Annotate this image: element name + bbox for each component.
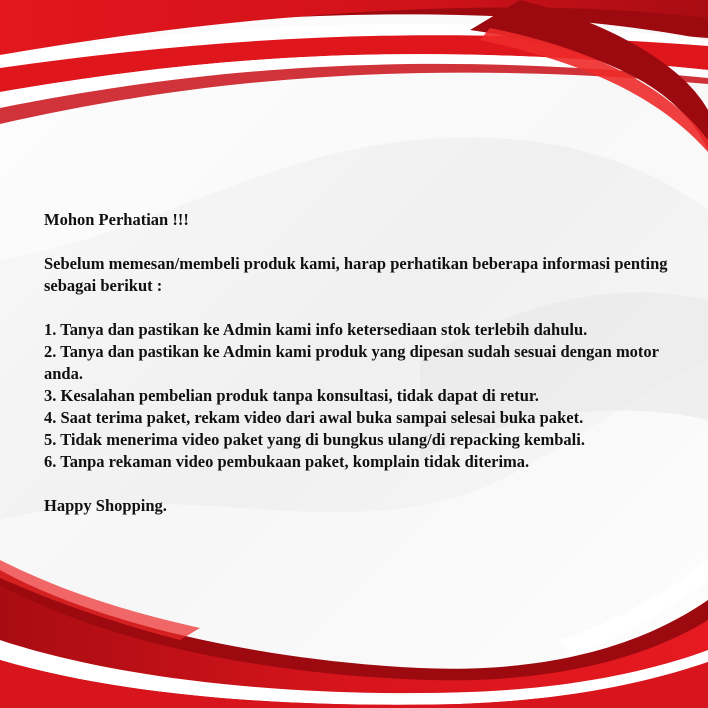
notice-title: Mohon Perhatian !!! xyxy=(44,210,189,229)
notice-closing: Happy Shopping. xyxy=(44,496,167,515)
rule-item: 4. Saat terima paket, rekam video dari awal buka sampai selesai buka paket. xyxy=(44,408,584,427)
rule-item: 6. Tanpa rekaman video pembukaan paket, komplain tidak diterima. xyxy=(44,452,530,471)
spacer xyxy=(44,231,684,253)
spacer xyxy=(44,473,684,495)
spacer xyxy=(44,297,684,319)
rule-item: 3. Kesalahan pembelian produk tanpa konsultasi, tidak dapat di retur. xyxy=(44,386,539,405)
rule-item: 1. Tanya dan pastikan ke Admin kami info ketersediaan stok terlebih dahulu. xyxy=(44,320,588,339)
notice-intro: Sebelum memesan/membeli produk kami, harap perhatikan beberapa informasi penting sebagai berikut : xyxy=(44,254,668,295)
rules-list xyxy=(44,319,684,473)
notice-content xyxy=(44,209,684,517)
rule-item: 5. Tidak menerima video paket yang di bungkus ulang/di repacking kembali. xyxy=(44,430,585,449)
rule-item: 2. Tanya dan pastikan ke Admin kami produk yang dipesan sudah sesuai dengan motor anda. xyxy=(44,342,659,383)
